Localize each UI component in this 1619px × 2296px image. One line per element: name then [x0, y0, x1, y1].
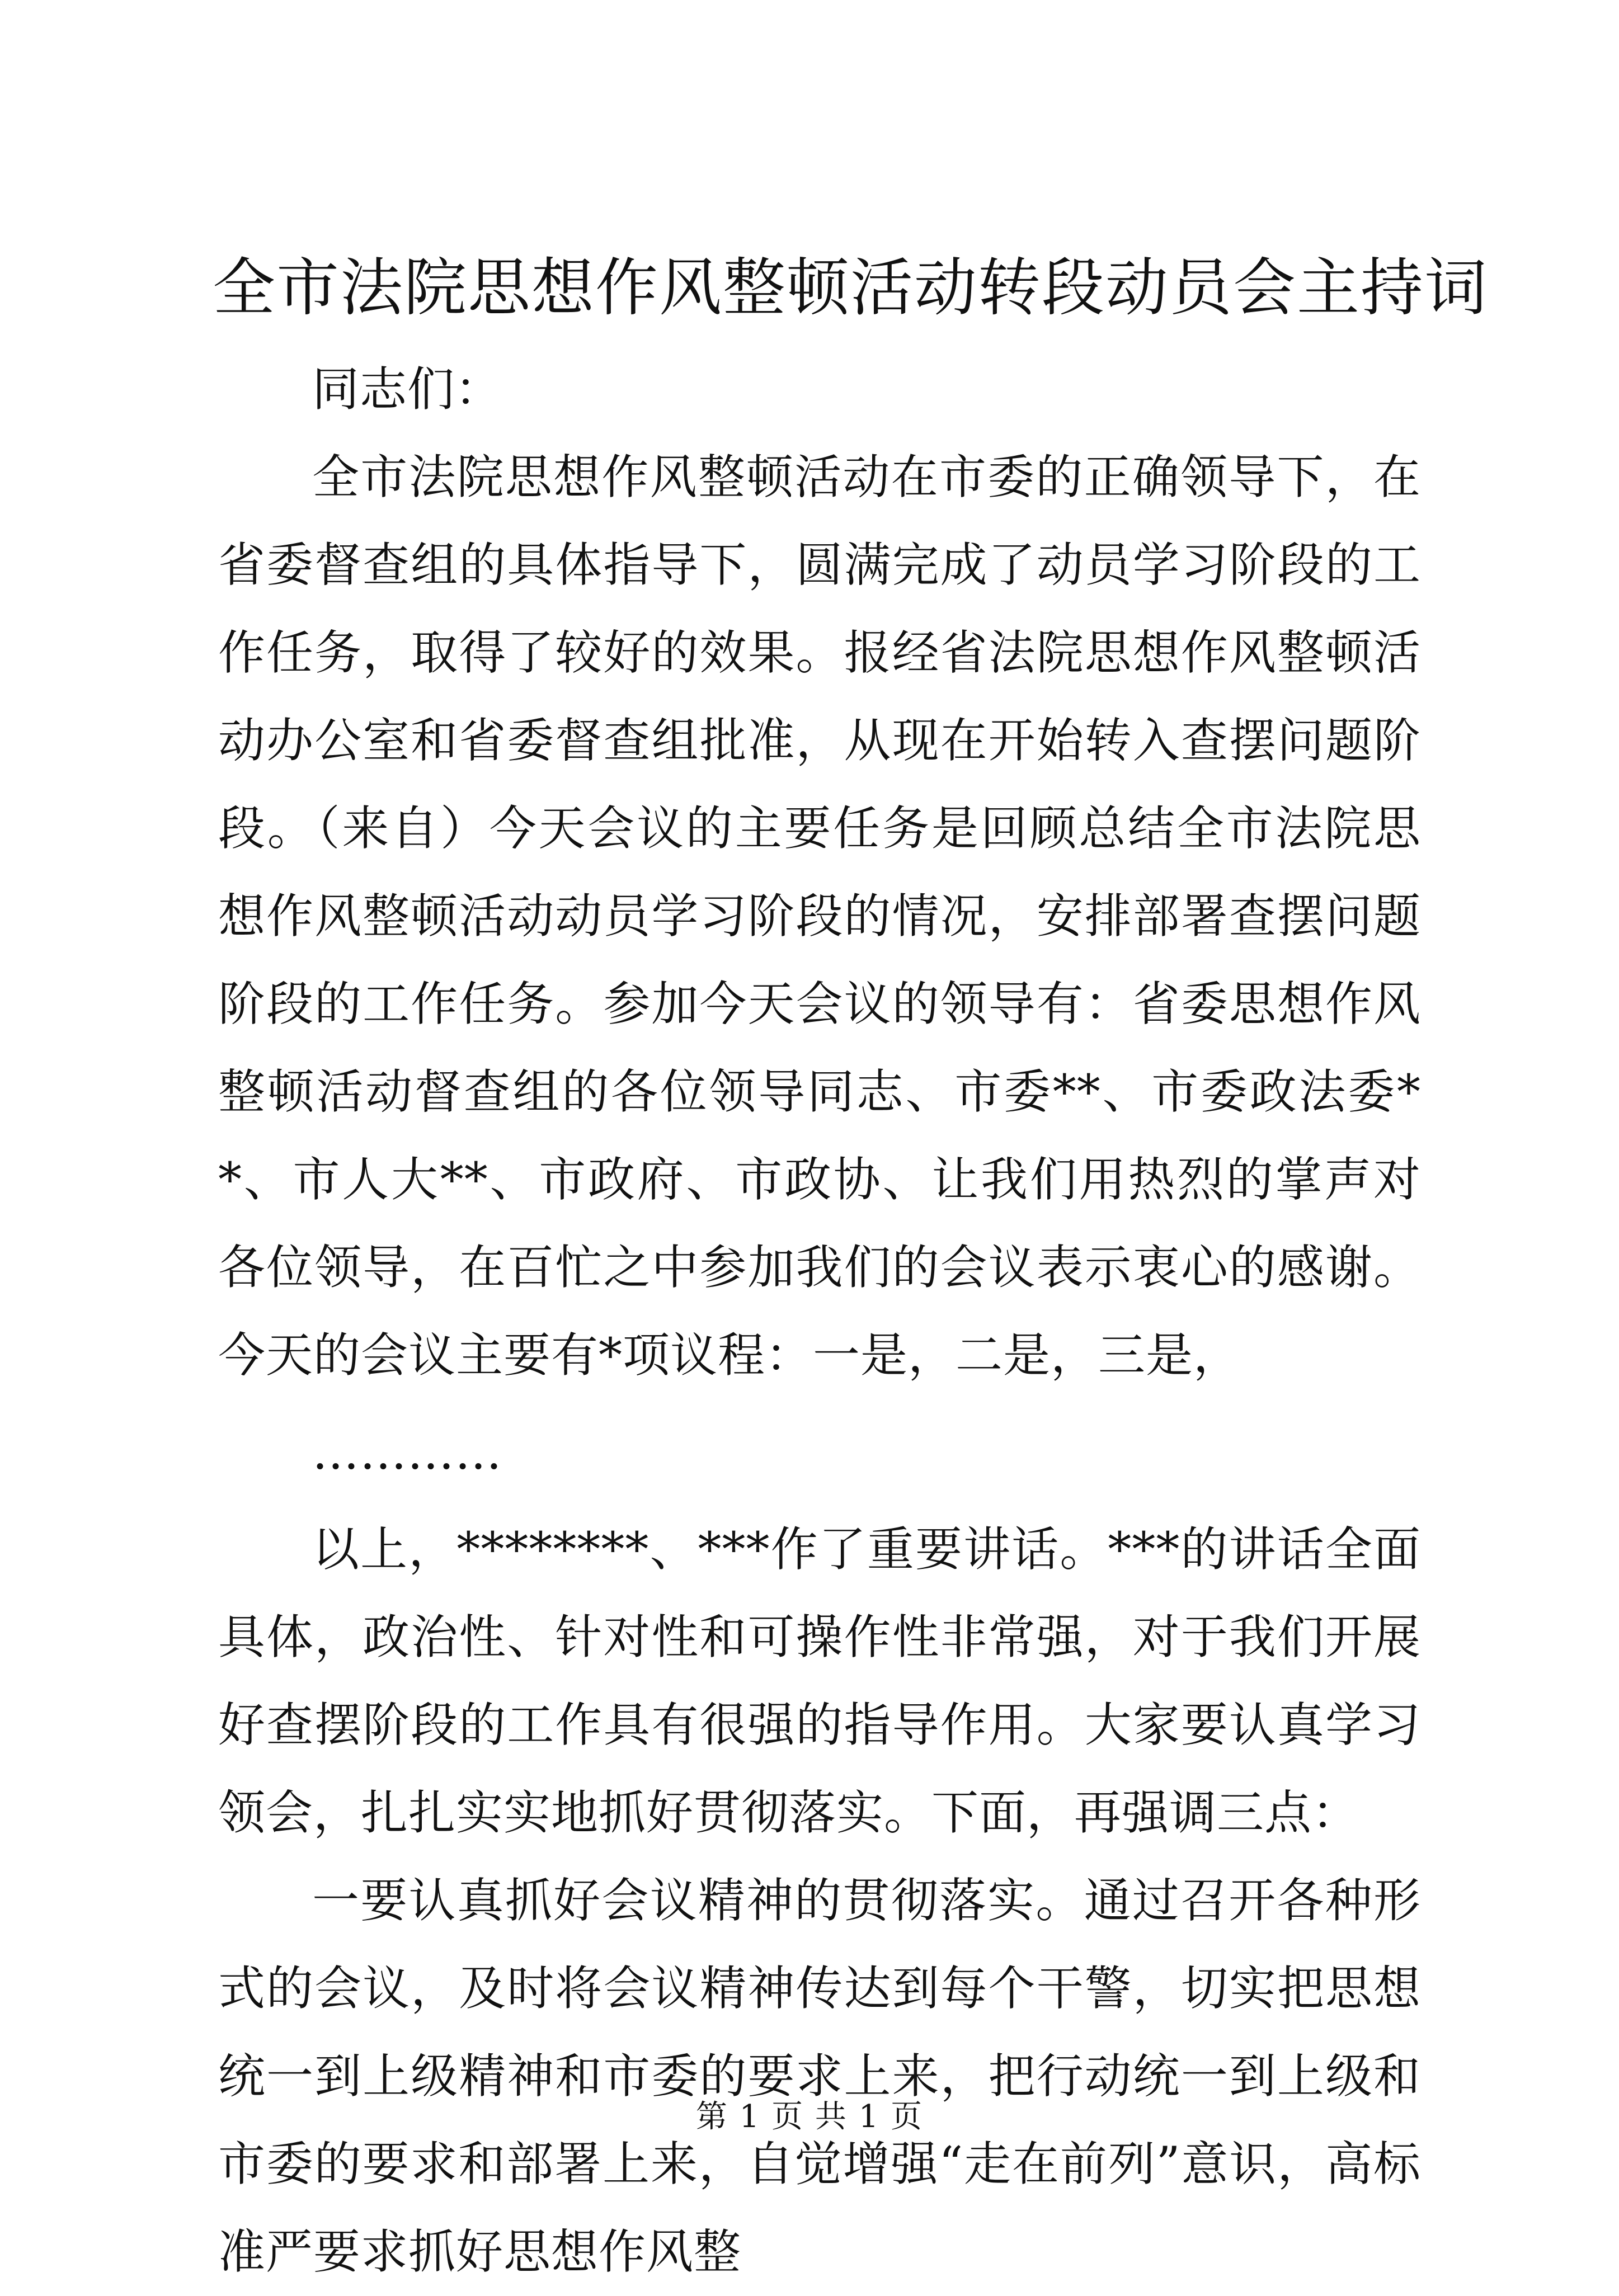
document-body	[218, 346, 1421, 2296]
document-title: 全市法院思想作风整顿活动转段动员会主持词	[213, 252, 1488, 324]
body-paragraph: 全市法院思想作风整顿活动在市委的正确领导下，在省委督查组的具体指导下，圆满完成了动员学习阶段的工作任务，取得了较好的效果。报经省法院思想作风整顿活动办公室和省委督查组批准，从现在开始转入查摆问题阶段。（来自）今天会议的主要任务是回顾总结全市法院思想作风整顿活动动员学习阶段的情况，安排部署查摆问题阶段的工作任务。参加今天会议的领导有：省委思想作风整顿活动督查组的各位领导同志、市委**、市委政法委**、市人大**、市政府、市政协、让我们用热烈的掌声对各位领导，在百忙之中参加我们的会议表示衷心的感谢。今天的会议主要有*项议程：一是，二是，三是，	[218, 450, 1421, 1383]
ellipsis-paragraph: …………	[312, 1425, 502, 1480]
body-paragraph: 一要认真抓好会议精神的贯彻落实。通过召开各种形式的会议，及时将会议精神传达到每个干警，切实把思想统一到上级精神和市委的要求上来，把行动统一到上级和市委的要求和部署上来，自觉增强“走在前列”意识，高标准严要求抓好思想作风整	[218, 1873, 1421, 2279]
salutation-paragraph: 同志们：	[312, 362, 503, 417]
page-number-footer: 第 1 页 共 1 页	[695, 2099, 924, 2135]
body-paragraph: 以上，********、***作了重要讲话。***的讲话全面具体，政治性、针对性和可操作性非常强，对于我们开展好查摆阶段的工作具有很强的指导作用。大家要认真学习领会，扎扎实实地抓好贯彻落实。下面，再强调三点：	[218, 1522, 1421, 1840]
